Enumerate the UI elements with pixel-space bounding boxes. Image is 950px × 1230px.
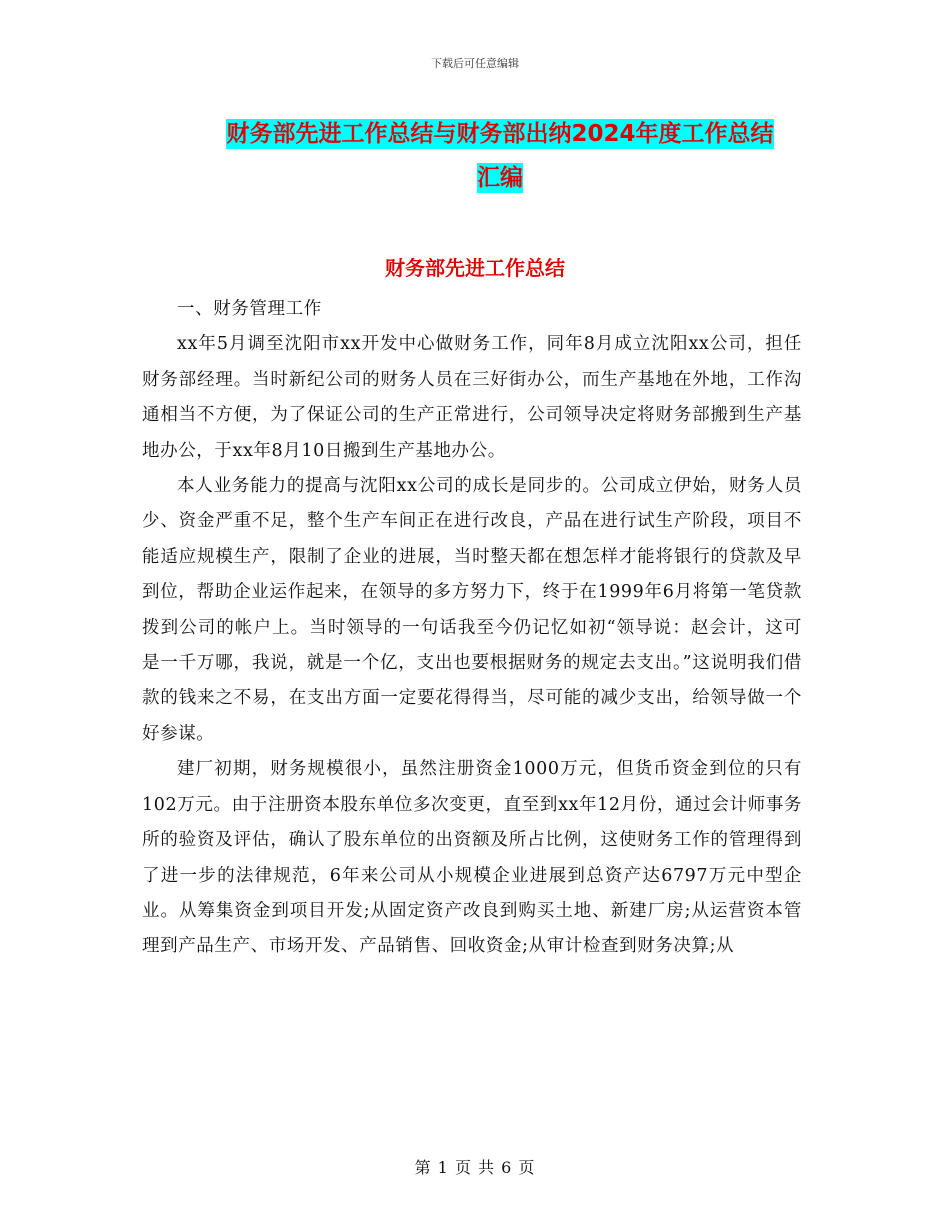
paragraph-heading: 一、财务管理工作: [177, 299, 322, 319]
page-number: 第 1 页 共 6 页: [414, 1158, 536, 1177]
paragraph: xx年5月调至沈阳市xx开发中心做财务工作，同年8月成立沈阳xx公司，担任财务部经理。当时新纪公司的财务人员在三好街办公，而生产基地在外地，工作沟通相当不方便，为了保证公司的生产正常进行，公司领导决定将财务部搬到生产基地办公，于xx年8月10日搬到生产基地办公。: [142, 334, 802, 461]
document-title-line1: 财务部先进工作总结与财务部出纳2024年度工作总结: [226, 121, 774, 147]
document-title-line2: 汇编: [477, 165, 523, 191]
section-title: 财务部先进工作总结: [385, 256, 565, 280]
paragraph: 本人业务能力的提高与沈阳xx公司的成长是同步的。公司成立伊始，财务人员少、资金严重不足，整个生产车间正在进行改良，产品在进行试生产阶段，项目不能适应规模生产，限制了企业的进展，当时整天都在想怎样才能将银行的贷款及早到位，帮助企业运作起来，在领导的多方努力下，终于在1999年6月将第一笔贷款拨到公司的帐户上。当时领导的一句话我至今仍记忆如初“领导说：赵会计，这可是一千万哪，我说，就是一个亿，支出也要根据财务的规定去支出。”这说明我们借款的钱来之不易，在支出方面一定要花得得当，尽可能的减少支出，给领导做一个好参谋。: [142, 476, 802, 744]
body-text: [142, 292, 802, 965]
header-note: 下载后可任意编辑: [431, 57, 519, 70]
paragraph: 建厂初期，财务规模很小，虽然注册资金1000万元，但货币资金到位的只有102万元。由于注册资本股东单位多次变更，直至到xx年12月份，通过会计师事务所的验资及评估，确认了股东单位的出资额及所占比例，这使财务工作的管理得到了进一步的法律规范，6年来公司从小规模企业进展到总资产达6797万元中型企业。从筹集资金到项目开发;从固定资产改良到购买土地、新建厂房;从运营资本管理到产品生产、市场开发、产品销售、回收资金;从审计检查到财务决算;从: [142, 759, 802, 957]
document-title: [150, 112, 850, 200]
